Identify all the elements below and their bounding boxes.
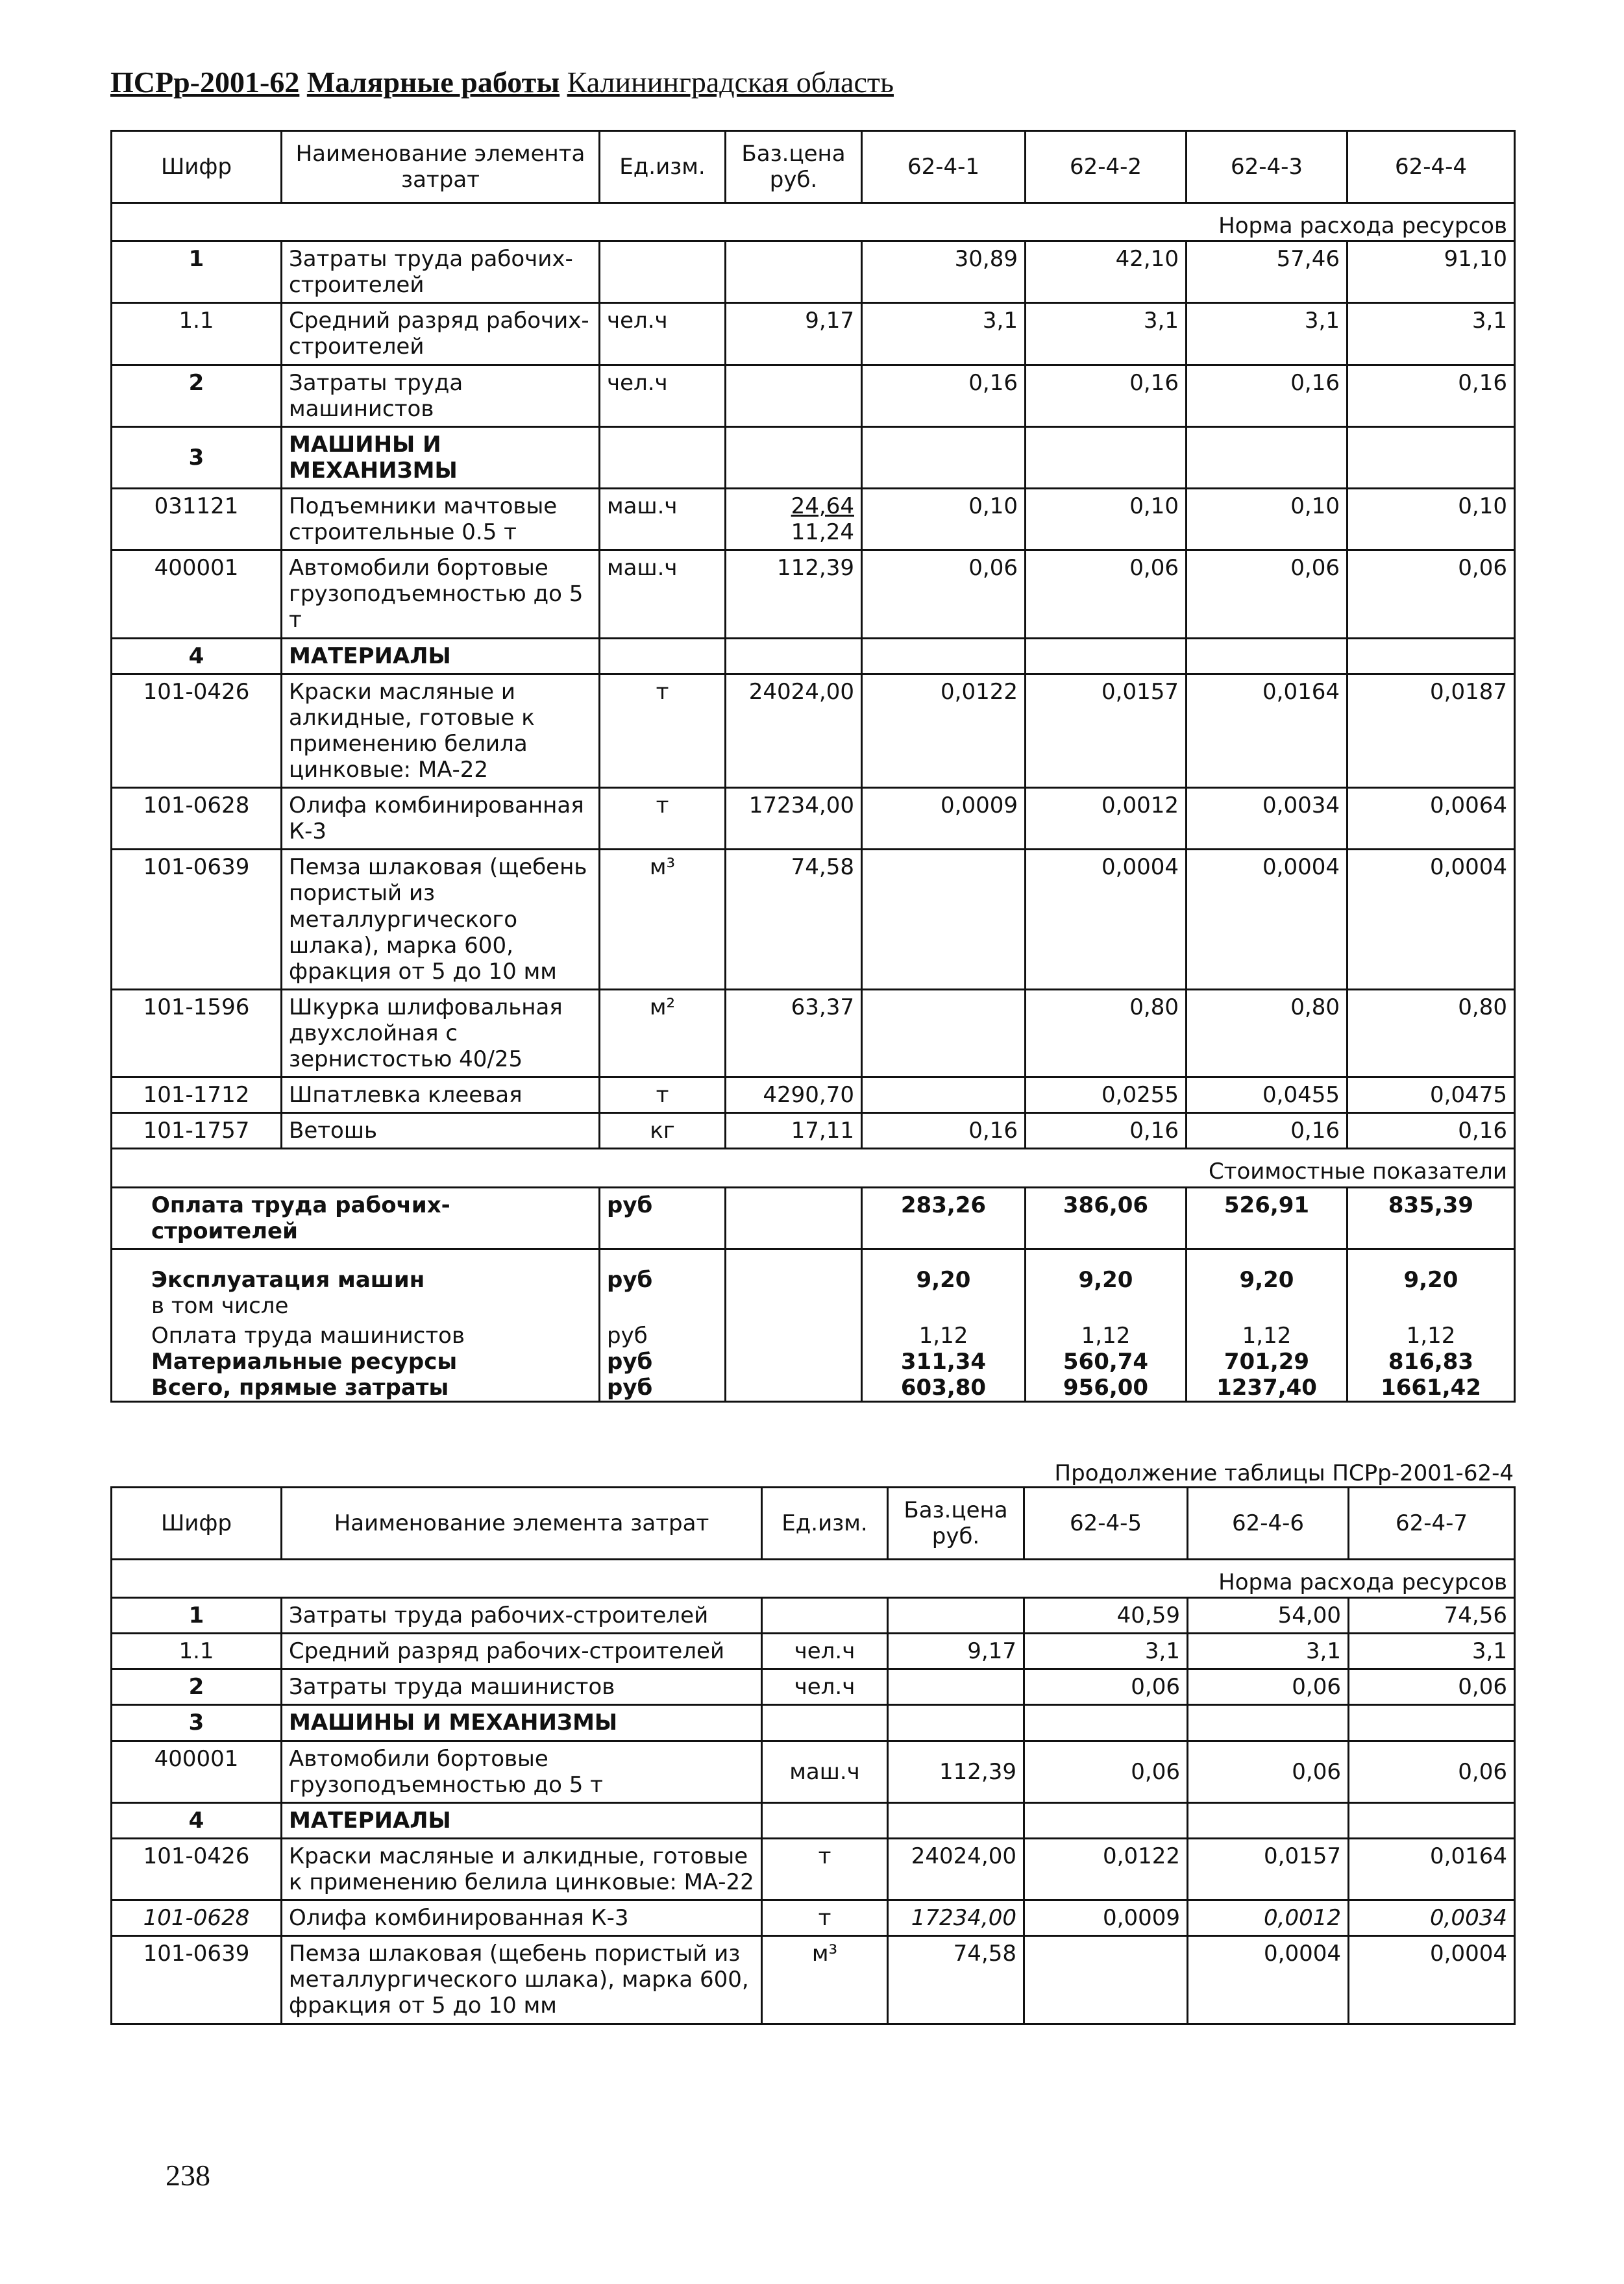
row-name: Автомобили бортовые грузоподъемностью до 5 т [282, 1741, 762, 1802]
row-name: Ветошь [282, 1113, 600, 1149]
row-code: 3 [112, 1705, 282, 1741]
cost-row-labor [112, 1187, 1515, 1249]
row-unit [762, 1598, 888, 1634]
row-value: 0,0255 [1026, 1077, 1187, 1113]
cost-name: Материальные ресурсы [112, 1349, 600, 1375]
row-name: МАШИНЫ И МЕХАНИЗМЫ [282, 426, 600, 488]
norm-section-row [112, 203, 1515, 241]
row-price [726, 488, 862, 550]
col-62-4-7: 62-4-7 [1349, 1488, 1515, 1560]
machines-label: Эксплуатация машин [151, 1266, 425, 1293]
row-value: 0,06 [1188, 1741, 1349, 1802]
row-name: Затраты труда машинистов [282, 1669, 762, 1705]
row-code: 4 [112, 1802, 282, 1838]
cost-value: 1661,42 [1347, 1375, 1515, 1402]
norm-label: Норма расхода ресурсов [112, 203, 1515, 241]
row-name: МАТЕРИАЛЫ [282, 638, 600, 674]
row-name: Пемза шлаковая (щебень пористый из металлургического шлака), марка 600, фракция от 5 до 10 мм [282, 850, 600, 990]
row-value: 3,1 [1187, 303, 1347, 365]
row-code: 400001 [112, 550, 282, 638]
page-number: 238 [166, 2159, 210, 2192]
cost-unit: руб [600, 1323, 726, 1349]
row-value: 0,0475 [1347, 1077, 1515, 1113]
table-row [112, 1900, 1515, 1936]
table-row [112, 989, 1515, 1077]
row-code: 101-0426 [112, 674, 282, 787]
table-row [112, 1936, 1515, 2024]
row-code: 101-1712 [112, 1077, 282, 1113]
row-code: 2 [112, 1669, 282, 1705]
row-value: 0,0164 [1349, 1838, 1515, 1900]
row-value: 0,06 [1026, 550, 1187, 638]
row-price: 24024,00 [888, 1838, 1024, 1900]
table-section-row [112, 638, 1515, 674]
row-value: 0,0009 [1024, 1900, 1188, 1936]
cost-value: 701,29 [1187, 1349, 1347, 1375]
row-value: 0,0187 [1347, 674, 1515, 787]
row-unit: м³ [762, 1936, 888, 2024]
row-unit: чел.ч [600, 303, 726, 365]
row-value: 0,0064 [1347, 788, 1515, 850]
row-value [862, 1077, 1026, 1113]
row-name: Средний разряд рабочих-строителей [282, 303, 600, 365]
row-value: 0,0004 [1187, 850, 1347, 990]
row-code: 1.1 [112, 1634, 282, 1669]
table-section-row [112, 426, 1515, 488]
row-value: 0,06 [1347, 550, 1515, 638]
row-value: 0,10 [1026, 488, 1187, 550]
cost-row-materials [112, 1349, 1515, 1375]
table-row [112, 241, 1515, 303]
col-unit: Ед.изм. [600, 131, 726, 203]
row-unit: маш.ч [762, 1741, 888, 1802]
row-value: 3,1 [1188, 1634, 1349, 1669]
row-name: Пемза шлаковая (щебень пористый из металлургического шлака), марка 600, фракция от 5 до 10 мм [282, 1936, 762, 2024]
row-name: Затраты труда машинистов [282, 365, 600, 426]
row-name: Подъемники мачтовые строительные 0.5 т [282, 488, 600, 550]
row-code: 1.1 [112, 303, 282, 365]
cost-value: 1,12 [1187, 1323, 1347, 1349]
row-value: 0,0009 [862, 788, 1026, 850]
cost-name: Всего, прямые затраты [112, 1375, 600, 1402]
cost-unit: руб [600, 1375, 726, 1402]
table-row [112, 488, 1515, 550]
row-value: 0,10 [862, 488, 1026, 550]
cost-name [112, 1249, 600, 1323]
cost-value: 1237,40 [1187, 1375, 1347, 1402]
row-value: 0,06 [862, 550, 1026, 638]
row-price-primary: 24,64 [791, 493, 854, 519]
cost-value: 526,91 [1187, 1187, 1347, 1249]
row-code: 4 [112, 638, 282, 674]
row-value: 54,00 [1188, 1598, 1349, 1634]
row-unit: т [600, 1077, 726, 1113]
row-value: 0,0034 [1187, 788, 1347, 850]
row-unit: т [762, 1900, 888, 1936]
row-code: 1 [112, 241, 282, 303]
col-62-4-2: 62-4-2 [1026, 131, 1187, 203]
row-name: Средний разряд рабочих-строителей [282, 1634, 762, 1669]
row-price [888, 1598, 1024, 1634]
row-value: 3,1 [1026, 303, 1187, 365]
row-value: 0,16 [862, 1113, 1026, 1149]
row-unit: чел.ч [762, 1634, 888, 1669]
row-value: 3,1 [1347, 303, 1515, 365]
row-unit: чел.ч [600, 365, 726, 426]
row-value: 3,1 [1349, 1634, 1515, 1669]
row-value: 0,06 [1188, 1669, 1349, 1705]
row-price: 112,39 [888, 1741, 1024, 1802]
table-row [112, 303, 1515, 365]
cost-unit: руб [600, 1187, 726, 1249]
table-row [112, 1113, 1515, 1149]
row-value: 0,06 [1349, 1741, 1515, 1802]
row-value: 0,16 [1026, 365, 1187, 426]
cost-value: 9,20 [862, 1249, 1026, 1323]
table-header-row [112, 1488, 1515, 1560]
cost-value: 9,20 [1347, 1249, 1515, 1323]
row-name: МАШИНЫ И МЕХАНИЗМЫ [282, 1705, 762, 1741]
cost-value: 386,06 [1026, 1187, 1187, 1249]
row-code: 1 [112, 1598, 282, 1634]
cost-value: 603,80 [862, 1375, 1026, 1402]
row-code: 101-0628 [112, 788, 282, 850]
col-unit: Ед.изм. [762, 1488, 888, 1560]
header-region: Калининградская область [567, 66, 894, 99]
row-price: 17234,00 [888, 1900, 1024, 1936]
row-price: 112,39 [726, 550, 862, 638]
row-value: 0,06 [1187, 550, 1347, 638]
cost-value: 1,12 [1026, 1323, 1187, 1349]
row-code: 101-0639 [112, 1936, 282, 2024]
table-row [112, 674, 1515, 787]
continuation-note: Продолжение таблицы ПСРр-2001-62-4 [1054, 1460, 1514, 1486]
row-name: Олифа комбинированная К-3 [282, 788, 600, 850]
row-value: 0,10 [1187, 488, 1347, 550]
row-name: Краски масляные и алкидные, готовые к применению белила цинковые: МА-22 [282, 674, 600, 787]
cost-row-operators [112, 1323, 1515, 1349]
row-unit: маш.ч [600, 550, 726, 638]
row-name: Затраты труда рабочих-строителей [282, 241, 600, 303]
cost-value: 283,26 [862, 1187, 1026, 1249]
row-price: 63,37 [726, 989, 862, 1077]
row-value [862, 850, 1026, 990]
row-unit [600, 241, 726, 303]
row-unit: м³ [600, 850, 726, 990]
cost-value: 1,12 [862, 1323, 1026, 1349]
table-row [112, 850, 1515, 990]
row-price [726, 365, 862, 426]
row-code: 101-1596 [112, 989, 282, 1077]
col-62-4-6: 62-4-6 [1188, 1488, 1349, 1560]
row-name: Шкурка шлифовальная двухслойная с зернистостью 40/25 [282, 989, 600, 1077]
row-code: 031121 [112, 488, 282, 550]
cost-value: 956,00 [1026, 1375, 1187, 1402]
row-value: 30,89 [862, 241, 1026, 303]
table-row [112, 1634, 1515, 1669]
row-value: 0,0122 [862, 674, 1026, 787]
cost-value: 311,34 [862, 1349, 1026, 1375]
row-value: 0,16 [862, 365, 1026, 426]
row-name: Затраты труда рабочих-строителей [282, 1598, 762, 1634]
row-code: 101-0639 [112, 850, 282, 990]
row-price [726, 241, 862, 303]
row-price-secondary: 11,24 [791, 519, 854, 546]
row-value: 57,46 [1187, 241, 1347, 303]
row-unit: т [600, 788, 726, 850]
table-row [112, 1598, 1515, 1634]
cost-section-row [112, 1149, 1515, 1187]
table-header-row [112, 131, 1515, 203]
row-value: 0,16 [1187, 1113, 1347, 1149]
col-62-4-3: 62-4-3 [1187, 131, 1347, 203]
table-row [112, 550, 1515, 638]
row-value: 0,80 [1347, 989, 1515, 1077]
row-value: 0,0004 [1347, 850, 1515, 990]
row-price [888, 1669, 1024, 1705]
row-code: 101-1757 [112, 1113, 282, 1149]
cost-value: 835,39 [1347, 1187, 1515, 1249]
resource-table-1 [110, 130, 1516, 1403]
row-value: 0,16 [1026, 1113, 1187, 1149]
row-price: 9,17 [888, 1634, 1024, 1669]
cost-name: Оплата труда машинистов [112, 1323, 600, 1349]
row-code: 101-0628 [112, 1900, 282, 1936]
col-code: Шифр [112, 1488, 282, 1560]
row-price: 9,17 [726, 303, 862, 365]
table-section-row [112, 1705, 1515, 1741]
row-value: 0,80 [1187, 989, 1347, 1077]
table-row [112, 788, 1515, 850]
row-name: Автомобили бортовые грузоподъемностью до 5 т [282, 550, 600, 638]
row-value: 0,0004 [1026, 850, 1187, 990]
row-value: 0,0034 [1349, 1900, 1515, 1936]
norm-section-row [112, 1560, 1515, 1598]
row-value: 0,10 [1347, 488, 1515, 550]
row-price: 17,11 [726, 1113, 862, 1149]
col-name: Наименование элемента затрат [282, 131, 600, 203]
row-value: 40,59 [1024, 1598, 1188, 1634]
cost-value: 9,20 [1026, 1249, 1187, 1323]
col-name: Наименование элемента затрат [282, 1488, 762, 1560]
row-value: 0,06 [1024, 1741, 1188, 1802]
row-code: 2 [112, 365, 282, 426]
table-row [112, 1077, 1515, 1113]
row-value: 42,10 [1026, 241, 1187, 303]
col-price: Баз.цена руб. [888, 1488, 1024, 1560]
row-price: 24024,00 [726, 674, 862, 787]
col-62-4-1: 62-4-1 [862, 131, 1026, 203]
col-code: Шифр [112, 131, 282, 203]
cost-value: 560,74 [1026, 1349, 1187, 1375]
cost-unit: руб [600, 1249, 726, 1323]
row-value: 0,16 [1187, 365, 1347, 426]
row-price: 17234,00 [726, 788, 862, 850]
row-name: Краски масляные и алкидные, готовые к применению белила цинковые: МА-22 [282, 1838, 762, 1900]
cost-row-total [112, 1375, 1515, 1402]
resource-table-2 [110, 1486, 1516, 2025]
row-value [1024, 1936, 1188, 2024]
row-code: 3 [112, 426, 282, 488]
table-row [112, 1669, 1515, 1705]
cost-value: 816,83 [1347, 1349, 1515, 1375]
row-unit: маш.ч [600, 488, 726, 550]
header-code: ПСРр-2001-62 [110, 66, 300, 99]
row-value: 0,0012 [1026, 788, 1187, 850]
col-price: Баз.цена руб. [726, 131, 862, 203]
cost-label: Стоимостные показатели [112, 1149, 1515, 1187]
row-name: Олифа комбинированная К-3 [282, 1900, 762, 1936]
cost-row-machines [112, 1249, 1515, 1323]
row-value: 91,10 [1347, 241, 1515, 303]
col-62-4-4: 62-4-4 [1347, 131, 1515, 203]
row-price: 4290,70 [726, 1077, 862, 1113]
row-value: 0,0004 [1349, 1936, 1515, 2024]
cost-name: Оплата труда рабочих-строителей [112, 1187, 600, 1249]
table-row [112, 1741, 1515, 1802]
row-value: 0,80 [1026, 989, 1187, 1077]
row-code: 101-0426 [112, 1838, 282, 1900]
row-unit: м² [600, 989, 726, 1077]
row-value: 74,56 [1349, 1598, 1515, 1634]
including-label: в том числе [151, 1292, 289, 1319]
table-section-row [112, 1802, 1515, 1838]
row-price: 74,58 [726, 850, 862, 990]
cost-unit: руб [600, 1349, 726, 1375]
row-code: 400001 [112, 1741, 282, 1802]
row-value: 0,0157 [1188, 1838, 1349, 1900]
row-value: 0,0164 [1187, 674, 1347, 787]
header-title: Малярные работы [306, 66, 560, 99]
row-unit: т [600, 674, 726, 787]
row-name: Шпатлевка клеевая [282, 1077, 600, 1113]
row-price: 74,58 [888, 1936, 1024, 2024]
row-value: 3,1 [1024, 1634, 1188, 1669]
row-value: 3,1 [862, 303, 1026, 365]
table-row [112, 365, 1515, 426]
cost-value: 1,12 [1347, 1323, 1515, 1349]
row-unit: кг [600, 1113, 726, 1149]
row-value [862, 989, 1026, 1077]
row-value: 0,06 [1349, 1669, 1515, 1705]
row-value: 0,06 [1024, 1669, 1188, 1705]
row-value: 0,0122 [1024, 1838, 1188, 1900]
row-value: 0,0012 [1188, 1900, 1349, 1936]
col-62-4-5: 62-4-5 [1024, 1488, 1188, 1560]
row-unit: т [762, 1838, 888, 1900]
row-value: 0,0004 [1188, 1936, 1349, 2024]
row-value: 0,0455 [1187, 1077, 1347, 1113]
row-value: 0,16 [1347, 365, 1515, 426]
table-row [112, 1838, 1515, 1900]
cost-value: 9,20 [1187, 1249, 1347, 1323]
row-value: 0,16 [1347, 1113, 1515, 1149]
row-value: 0,0157 [1026, 674, 1187, 787]
row-unit: чел.ч [762, 1669, 888, 1705]
row-name: МАТЕРИАЛЫ [282, 1802, 762, 1838]
document-header [110, 65, 894, 99]
norm-label: Норма расхода ресурсов [112, 1560, 1515, 1598]
